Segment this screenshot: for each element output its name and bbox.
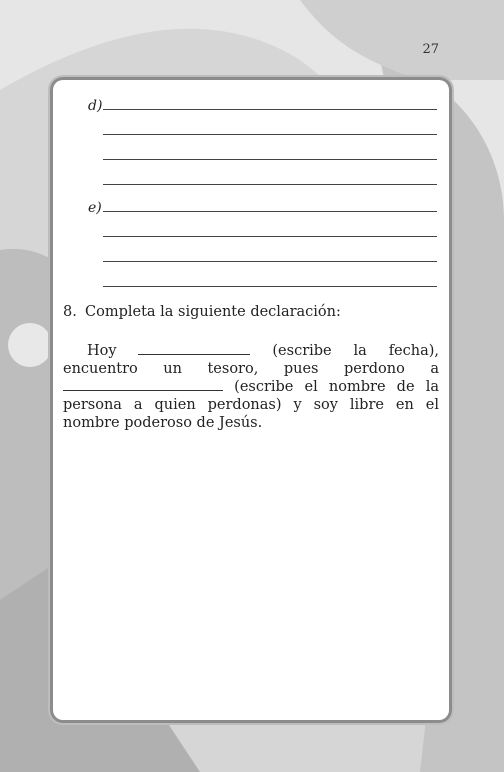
answer-line[interactable] xyxy=(103,236,437,237)
question-number: 8. xyxy=(63,304,77,320)
item-label-e: e) xyxy=(88,200,102,216)
question-prompt: Completa la siguiente declaración: xyxy=(85,304,341,320)
name-blank[interactable] xyxy=(63,378,223,391)
answer-line[interactable] xyxy=(103,211,437,212)
answer-line[interactable] xyxy=(103,134,437,135)
worksheet-card xyxy=(53,80,449,720)
declaration-fecha-hint: (escribe la fecha), encuentro un tesoro, pues perdono a xyxy=(63,343,440,377)
item-label-d: d) xyxy=(88,98,103,114)
page-number: 27 xyxy=(422,42,439,57)
answer-line[interactable] xyxy=(103,184,437,185)
date-blank[interactable] xyxy=(138,342,250,355)
answer-line[interactable] xyxy=(103,109,437,110)
answer-line[interactable] xyxy=(103,159,437,160)
declaration-hoy: Hoy xyxy=(87,343,117,359)
declaration-nombre-hint: (escribe el nombre de la persona a quien perdonas) y soy libre en el nombre poderoso de Jesús. xyxy=(63,379,439,431)
answer-line[interactable] xyxy=(103,286,437,287)
declaration-paragraph xyxy=(63,342,439,432)
answer-line[interactable] xyxy=(103,261,437,262)
question-8 xyxy=(63,304,341,320)
